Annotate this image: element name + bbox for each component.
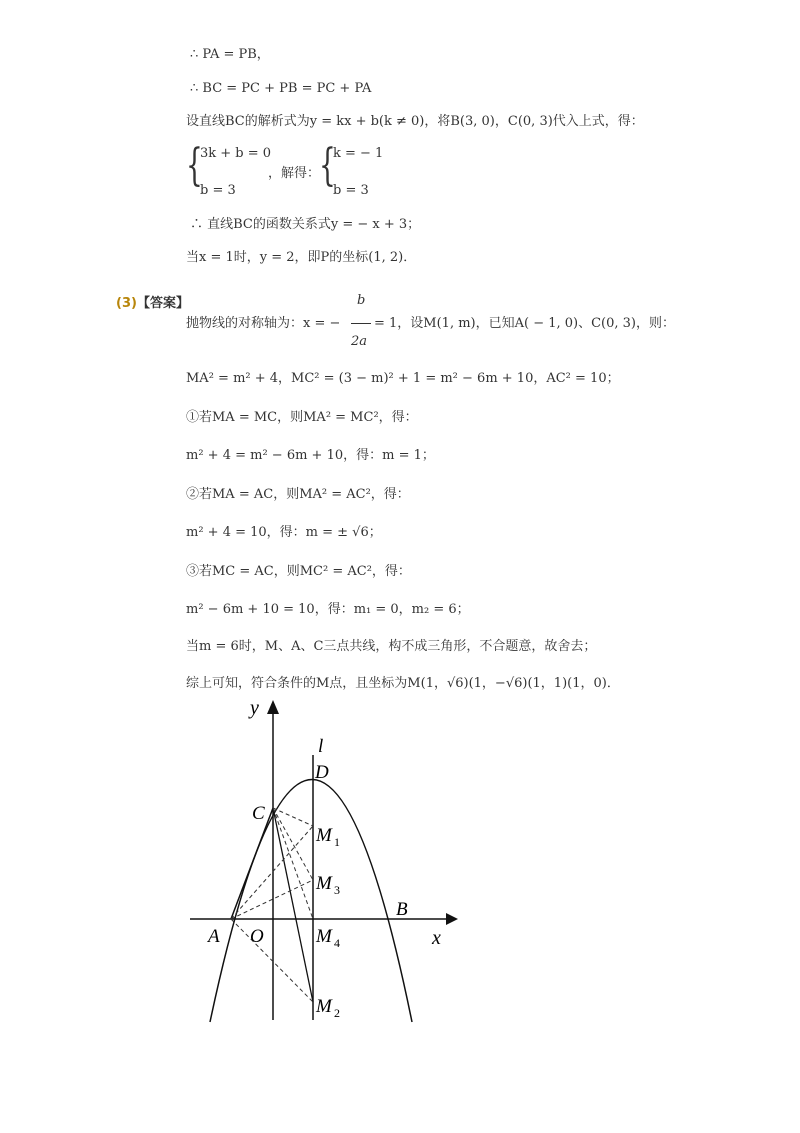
parabola-curve (210, 780, 412, 1023)
line-distances: MA² = m² + 4，MC² = (3 − m)² + 1 = m² − 6m + 10，AC² = 10； (186, 371, 620, 386)
line-set-bc: 设直线BC的解析式为y = kx + b(k ≠ 0)，将B(3, 0)，C(0, 3)代入上式，得： (186, 114, 644, 129)
line-case3-solve: m² − 6m + 10 = 10，得：m₁ = 0，m₂ = 6； (186, 602, 470, 617)
label-b: B (396, 899, 408, 920)
part-number: (3) (116, 296, 137, 311)
line-bc-sum: ∴ BC = PC + PB = PC + PA (190, 81, 372, 96)
dash-a-m1 (231, 826, 313, 919)
line-axis-symmetry-pre: 抛物线的对称轴为：x = − (186, 316, 341, 331)
line-discard: 当m = 6时，M、A、C三点共线，构不成三角形，不合题意，故舍去； (186, 639, 597, 654)
segment-ac (231, 808, 273, 919)
label-m3-sub: 3 (334, 883, 340, 897)
fraction-denominator: 2a (351, 334, 368, 349)
line-case3: ③若MC = AC，则MC² = AC²，得： (186, 564, 411, 579)
system-b-eq2: b = 3 (333, 183, 369, 198)
x-axis-arrow-icon (446, 913, 458, 925)
line-bc-function: ∴ 直线BC的函数关系式y = − x + 3； (190, 217, 421, 232)
left-brace-1: { (186, 140, 203, 191)
left-brace-2: { (319, 140, 336, 191)
dashed-lines (231, 808, 313, 1002)
label-y: y (250, 697, 259, 719)
y-axis-arrow-icon (267, 700, 279, 714)
label-o: O (250, 926, 264, 947)
label-d: D (315, 762, 329, 783)
label-m1: M (316, 825, 332, 846)
dash-c-m3 (273, 808, 313, 880)
system-a-eq1: 3k + b = 0 (200, 146, 272, 161)
line-case2-solve: m² + 4 = 10，得：m = ± √6； (186, 525, 382, 540)
label-m4: M (316, 926, 332, 947)
line-pa-eq-pb: ∴ PA = PB， (190, 47, 270, 62)
label-m1-sub: 1 (334, 835, 340, 849)
label-m3: M (316, 873, 332, 894)
label-x: x (432, 927, 441, 949)
label-a: A (208, 926, 220, 947)
line-axis-symmetry-post: = 1，设M(1, m)，已知A( − 1, 0)、C(0, 3)，则： (374, 316, 676, 331)
line-case2: ②若MA = AC，则MA² = AC²，得： (186, 487, 410, 502)
answer-tag: 【答案】 (136, 296, 189, 311)
fraction-numerator: b (357, 293, 366, 308)
line-p-coord: 当x = 1时，y = 2，即P的坐标(1, 2)． (186, 250, 417, 265)
label-m2-sub: 2 (334, 1006, 340, 1020)
system-b-eq1: k = − 1 (333, 146, 384, 161)
line-case1-solve: m² + 4 = m² − 6m + 10，得：m = 1； (186, 448, 435, 463)
system-solve-text: ，解得： (268, 166, 321, 181)
label-m4-sub: 4 (334, 936, 340, 950)
label-l: l (318, 736, 324, 757)
system-a-eq2: b = 3 (200, 183, 236, 198)
segment-cm2 (273, 808, 313, 1002)
label-c: C (252, 803, 265, 824)
dash-a-m2 (231, 919, 313, 1002)
line-case1: ①若MA = MC，则MA² = MC²，得： (186, 410, 418, 425)
line-conclusion: 综上可知，符合条件的M点，且坐标为M(1，√6)(1，−√6)(1，1)(1，0)． (186, 676, 620, 691)
label-m2: M (316, 996, 332, 1017)
